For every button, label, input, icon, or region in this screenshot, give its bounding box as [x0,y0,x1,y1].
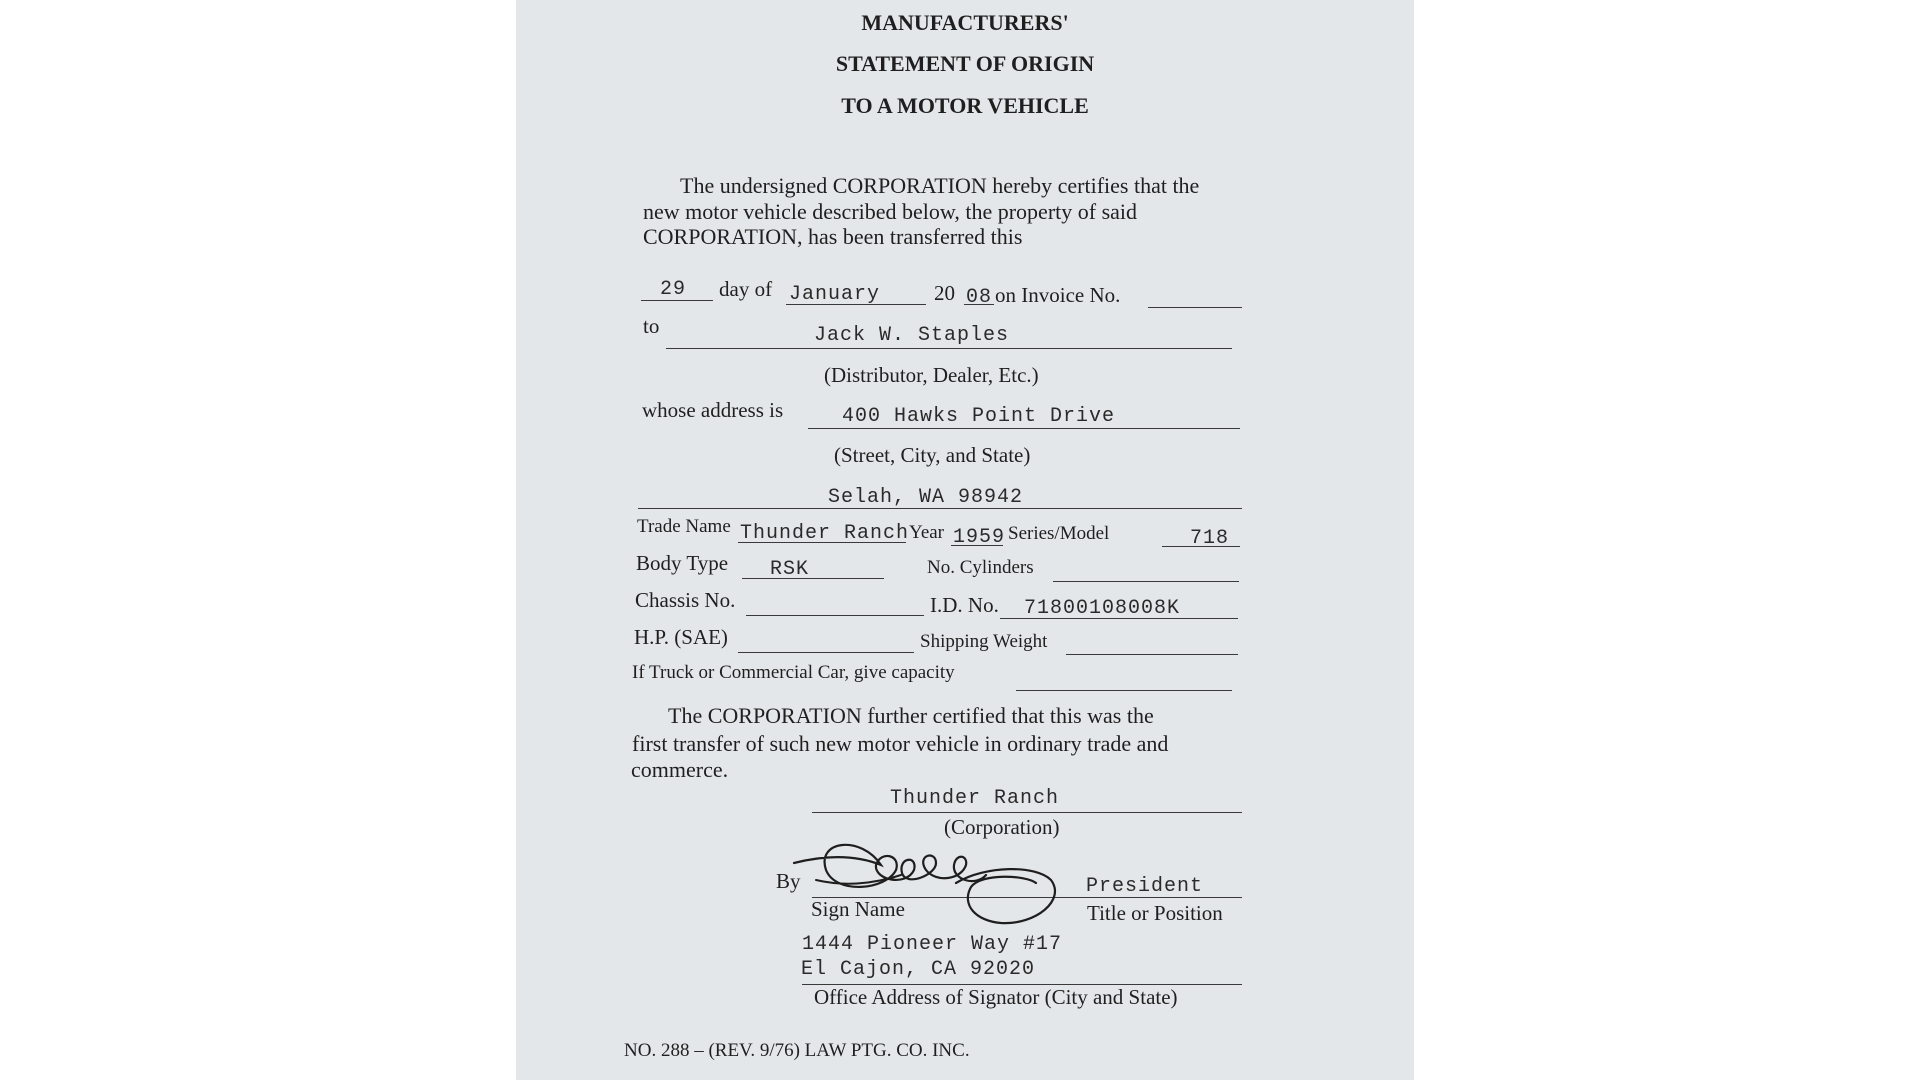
trade-name-value: Thunder Ranch [740,522,910,545]
address-city-value: Selah, WA 98942 [828,486,1024,509]
id-value: 71800108008K [1024,597,1181,620]
sign-name-caption: Sign Name [811,897,905,921]
body-type-label: Body Type [636,551,729,575]
intro-line-3: CORPORATION, has been transferred this [643,224,1023,249]
title-value: President [1086,875,1204,898]
cylinders-label: No. Cylinders [927,557,1034,578]
corporation-value: Thunder Ranch [890,787,1060,810]
office-address-line-2: El Cajon, CA 92020 [801,958,1036,981]
recipient-line [666,348,1232,349]
title-caption: Title or Position [1087,901,1223,925]
form-number: NO. 288 – (REV. 9/76) LAW PTG. CO. INC. [624,1040,970,1061]
by-label: By [776,869,801,893]
shipping-weight-label: Shipping Weight [920,631,1048,652]
recipient-caption: (Distributor, Dealer, Etc.) [824,363,1039,387]
day-value: 29 [660,278,687,301]
corporation-caption: (Corporation) [944,815,1060,839]
title-line-3: TO A MOTOR VEHICLE [841,93,1089,118]
corporation-line [812,812,1242,813]
address-label: whose address is [642,398,784,422]
certification-line-2: first transfer of such new motor vehicle in ordinary trade and [632,731,1169,756]
body-type-line [742,578,884,579]
address-street-line [808,428,1240,429]
certification-line-3: commerce. [631,757,729,782]
capacity-label: If Truck or Commercial Car, give capacity [632,662,955,683]
day-label: day of [719,277,773,301]
hp-line [738,652,914,653]
vehicle-year-value: 1959 [953,526,1006,549]
hp-label: H.P. (SAE) [634,625,728,649]
address-caption: (Street, City, and State) [834,443,1031,467]
trade-name-label: Trade Name [637,516,731,537]
intro-line-2: new motor vehicle described below, the property of said [643,199,1138,224]
chassis-label: Chassis No. [635,588,736,612]
body-type-value: RSK [770,558,810,581]
title-line-2: STATEMENT OF ORIGIN [835,51,1095,76]
month-value: January [789,283,881,306]
intro-line-1: The undersigned CORPORATION hereby certifies that the [680,173,1200,198]
recipient-value: Jack W. Staples [814,324,1010,347]
document-page [516,0,1414,1080]
year-prefix: 20 [934,281,955,305]
to-label: to [643,314,660,338]
invoice-label: on Invoice No. [995,283,1121,307]
office-address-line-1: 1444 Pioneer Way #17 [802,933,1063,956]
title-line-1: MANUFACTURERS' [861,10,1069,35]
office-address-caption: Office Address of Signator (City and State) [814,985,1178,1009]
shipping-weight-line [1066,654,1238,655]
vehicle-year-label: Year [909,522,945,543]
id-label: I.D. No. [930,593,999,617]
chassis-line [746,615,924,616]
series-value: 718 [1190,527,1230,550]
address-street-value: 400 Hawks Point Drive [842,405,1116,428]
series-label: Series/Model [1008,523,1110,544]
invoice-line [1148,307,1242,308]
certification-line-1: The CORPORATION further certified that this was the [668,703,1154,728]
cylinders-line [1053,581,1239,582]
year-value: 08 [966,286,993,309]
capacity-line [1016,690,1232,691]
